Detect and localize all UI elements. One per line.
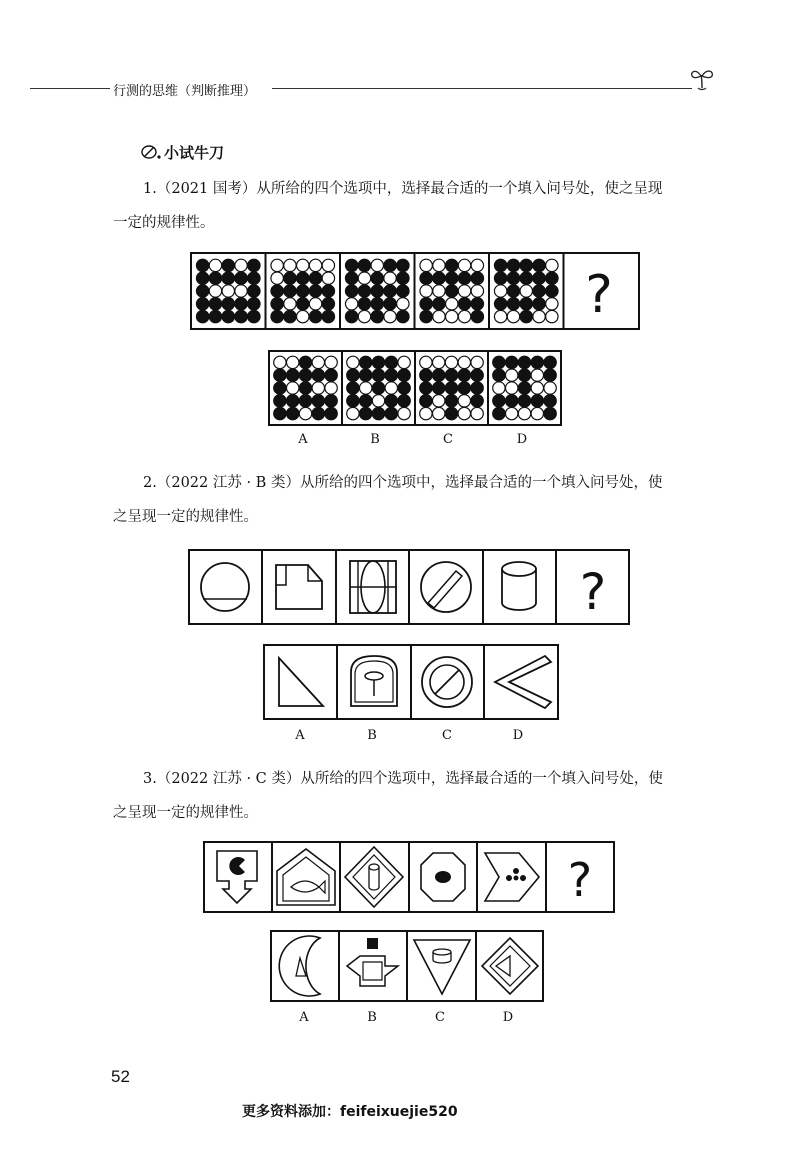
black-dot	[222, 272, 234, 284]
white-dot	[235, 285, 247, 297]
black-dot	[271, 285, 283, 297]
q2-stem-folded-square	[276, 565, 322, 609]
white-dot	[445, 356, 457, 368]
question-1-option-a-label: A	[298, 432, 308, 447]
black-dot	[322, 298, 334, 310]
question-1-number: 1.	[143, 181, 157, 197]
white-dot	[446, 310, 458, 322]
white-dot	[458, 285, 470, 297]
white-dot	[433, 356, 445, 368]
black-dot	[312, 407, 324, 419]
white-dot	[271, 259, 283, 271]
black-dot	[196, 272, 208, 284]
sprout-icon	[688, 66, 716, 92]
white-dot	[274, 356, 286, 368]
q3-option-d-diamond-triangle	[482, 938, 538, 994]
white-dot	[531, 369, 543, 381]
black-dot	[222, 310, 234, 322]
black-dot	[360, 356, 372, 368]
q3-stem-diamond-cylinder	[345, 847, 403, 907]
black-dot	[493, 395, 505, 407]
q2-option-a-triangle	[279, 658, 323, 706]
black-dot	[309, 310, 321, 322]
question-1-text: 从所给的四个选项中，选择最合适的一个填入问号处，使之呈现	[256, 181, 663, 197]
question-3-option-b-label: B	[367, 1010, 377, 1025]
white-dot	[458, 407, 470, 419]
black-dot	[420, 369, 432, 381]
question-3-option-c-label: C	[435, 1010, 445, 1025]
white-dot	[347, 356, 359, 368]
black-dot	[271, 298, 283, 310]
black-dot	[271, 310, 283, 322]
white-dot	[347, 407, 359, 419]
white-dot	[397, 298, 409, 310]
black-dot	[458, 369, 470, 381]
black-dot	[531, 395, 543, 407]
black-dot	[446, 272, 458, 284]
black-dot	[371, 272, 383, 284]
white-dot	[284, 259, 296, 271]
black-dot	[372, 382, 384, 394]
black-dot	[345, 310, 357, 322]
black-dot	[235, 272, 247, 284]
q3-option-b-double-arrow-square	[347, 938, 398, 986]
black-dot	[533, 285, 545, 297]
black-dot	[507, 259, 519, 271]
black-dot	[385, 369, 397, 381]
dot-grid-panel	[493, 356, 557, 420]
black-dot	[322, 310, 334, 322]
black-dot	[372, 356, 384, 368]
question-2-option-c-label: C	[442, 728, 452, 743]
white-dot	[297, 310, 309, 322]
black-dot	[371, 285, 383, 297]
question-1-stem-figure	[190, 252, 640, 330]
question-2-number: 2.	[143, 475, 157, 491]
black-dot	[312, 395, 324, 407]
dot-grid-panel	[271, 259, 335, 323]
white-dot	[433, 259, 445, 271]
black-dot	[507, 272, 519, 284]
black-dot	[384, 298, 396, 310]
black-dot	[287, 395, 299, 407]
white-dot	[420, 407, 432, 419]
black-dot	[222, 298, 234, 310]
black-dot	[196, 298, 208, 310]
white-dot	[531, 407, 543, 419]
black-dot	[471, 272, 483, 284]
white-dot	[209, 259, 221, 271]
black-dot	[297, 298, 309, 310]
white-dot	[531, 382, 543, 394]
black-dot	[347, 369, 359, 381]
white-dot	[398, 407, 410, 419]
white-dot	[309, 298, 321, 310]
black-dot	[471, 369, 483, 381]
black-dot	[458, 298, 470, 310]
black-dot	[384, 259, 396, 271]
black-dot	[222, 259, 234, 271]
black-dot	[248, 272, 260, 284]
dot-grid-panel	[494, 259, 558, 323]
black-dot	[325, 369, 337, 381]
black-dot	[299, 382, 311, 394]
black-dot	[284, 310, 296, 322]
white-dot	[506, 382, 518, 394]
white-dot	[493, 382, 505, 394]
black-dot	[471, 395, 483, 407]
black-dot	[531, 356, 543, 368]
black-dot	[235, 310, 247, 322]
black-dot	[345, 259, 357, 271]
black-dot	[494, 298, 506, 310]
black-dot	[248, 285, 260, 297]
black-dot	[398, 382, 410, 394]
black-dot	[385, 395, 397, 407]
black-dot	[471, 298, 483, 310]
black-dot	[248, 259, 260, 271]
question-1-option-b-label: B	[370, 432, 380, 447]
white-dot	[446, 298, 458, 310]
black-dot	[445, 382, 457, 394]
white-dot	[546, 298, 558, 310]
header-rule-right	[272, 88, 692, 89]
black-dot	[312, 369, 324, 381]
black-dot	[494, 259, 506, 271]
question-1-question-mark: ?	[585, 265, 613, 325]
black-dot	[372, 369, 384, 381]
black-dot	[433, 382, 445, 394]
black-dot	[518, 356, 530, 368]
q2-stem-circle-chord	[201, 563, 249, 611]
q2-option-d-chevron	[495, 656, 551, 708]
question-1-options-figure	[268, 350, 562, 426]
black-dot	[284, 272, 296, 284]
black-dot	[458, 272, 470, 284]
white-dot	[471, 356, 483, 368]
question-2-line-1	[143, 466, 662, 500]
black-dot	[458, 382, 470, 394]
white-dot	[322, 272, 334, 284]
black-dot	[347, 382, 359, 394]
black-dot	[493, 407, 505, 419]
white-dot	[433, 310, 445, 322]
header-rule-left	[30, 88, 110, 89]
black-dot	[196, 259, 208, 271]
black-dot	[420, 310, 432, 322]
white-dot	[284, 298, 296, 310]
black-dot	[433, 272, 445, 284]
page-number: 52	[111, 1067, 130, 1086]
black-dot	[397, 310, 409, 322]
black-dot	[358, 285, 370, 297]
white-dot	[297, 259, 309, 271]
white-dot	[420, 285, 432, 297]
white-dot	[494, 285, 506, 297]
black-dot	[248, 310, 260, 322]
black-dot	[358, 298, 370, 310]
white-dot	[546, 259, 558, 271]
white-dot	[312, 382, 324, 394]
white-dot	[433, 395, 445, 407]
question-3-number: 3.	[143, 771, 157, 787]
black-dot	[518, 395, 530, 407]
black-dot	[520, 298, 532, 310]
black-dot	[384, 285, 396, 297]
black-dot	[345, 285, 357, 297]
question-2-stem-figure	[188, 549, 630, 625]
q2-stem-rect-ellipse	[350, 561, 396, 613]
question-3-option-d-label: D	[502, 1010, 514, 1025]
black-dot	[533, 298, 545, 310]
black-dot	[446, 285, 458, 297]
black-dot	[235, 298, 247, 310]
black-dot	[299, 356, 311, 368]
q3-stem-octagon-dot	[421, 853, 465, 901]
black-dot	[420, 272, 432, 284]
question-3-line-1	[143, 762, 663, 796]
footer-prefix: 更多资料添加：	[242, 1104, 340, 1120]
black-dot	[347, 395, 359, 407]
black-dot	[471, 382, 483, 394]
footer-contact: feifeixuejie520	[340, 1104, 458, 1120]
q2-stem-circle-slash	[421, 562, 471, 612]
black-dot	[445, 369, 457, 381]
black-dot	[345, 272, 357, 284]
question-1-source: （2021 国考）	[156, 181, 257, 197]
dot-grid-panel	[420, 356, 484, 420]
white-dot	[222, 285, 234, 297]
question-3-options-figure	[270, 930, 544, 1002]
black-dot	[274, 382, 286, 394]
white-dot	[287, 382, 299, 394]
white-dot	[506, 407, 518, 419]
black-dot	[358, 259, 370, 271]
white-dot	[458, 356, 470, 368]
black-dot	[445, 395, 457, 407]
black-dot	[533, 259, 545, 271]
white-dot	[420, 356, 432, 368]
black-dot	[507, 285, 519, 297]
black-dot	[322, 285, 334, 297]
white-dot	[458, 395, 470, 407]
white-dot	[471, 285, 483, 297]
white-dot	[325, 382, 337, 394]
black-dot	[471, 310, 483, 322]
black-dot	[446, 259, 458, 271]
black-dot	[209, 272, 221, 284]
black-dot	[287, 369, 299, 381]
black-dot	[309, 272, 321, 284]
black-dot	[385, 407, 397, 419]
black-dot	[507, 298, 519, 310]
question-1-line-2: 一定的规律性。	[113, 215, 215, 231]
black-dot	[297, 272, 309, 284]
question-1-option-c-label: C	[443, 432, 453, 447]
black-dot	[284, 285, 296, 297]
black-dot	[546, 285, 558, 297]
q3-stem-arrow-pacman	[217, 851, 257, 903]
black-dot	[445, 407, 457, 419]
white-dot	[358, 310, 370, 322]
q2-option-b-arch-nail	[351, 656, 397, 706]
question-3-stem-figure	[203, 841, 615, 913]
white-dot	[520, 285, 532, 297]
question-2-option-b-label: B	[367, 728, 377, 743]
q3-stem-chevron-dots	[485, 853, 539, 901]
black-dot	[420, 395, 432, 407]
black-dot	[297, 285, 309, 297]
q2-option-c-prohibition	[422, 657, 472, 707]
white-dot	[235, 259, 247, 271]
black-dot	[209, 298, 221, 310]
black-dot	[196, 310, 208, 322]
black-dot	[274, 369, 286, 381]
question-1-option-d-label: D	[516, 432, 528, 447]
black-dot	[325, 407, 337, 419]
footer-note	[242, 1101, 458, 1121]
black-dot	[544, 395, 556, 407]
black-dot	[544, 369, 556, 381]
white-dot	[420, 259, 432, 271]
white-dot	[312, 356, 324, 368]
white-dot	[358, 272, 370, 284]
white-dot	[458, 259, 470, 271]
white-dot	[372, 395, 384, 407]
black-dot	[299, 395, 311, 407]
white-dot	[360, 382, 372, 394]
white-dot	[299, 407, 311, 419]
white-dot	[506, 369, 518, 381]
black-dot	[433, 298, 445, 310]
black-dot	[433, 369, 445, 381]
dot-grid-panel	[345, 259, 409, 323]
black-dot	[544, 356, 556, 368]
black-dot	[494, 272, 506, 284]
q3-option-a-crescent-triangle	[279, 936, 320, 996]
black-dot	[371, 298, 383, 310]
white-dot	[385, 382, 397, 394]
black-dot	[372, 407, 384, 419]
white-dot	[345, 298, 357, 310]
question-2-options-figure	[263, 644, 559, 720]
dot-grid-panel	[420, 259, 484, 323]
dot-grid-panel	[347, 356, 411, 420]
white-dot	[325, 356, 337, 368]
black-dot	[209, 310, 221, 322]
black-dot	[397, 285, 409, 297]
white-dot	[494, 310, 506, 322]
white-dot	[384, 272, 396, 284]
question-3-question-mark: ?	[567, 853, 593, 907]
question-3-option-a-label: A	[299, 1010, 309, 1025]
q2-stem-cylinder	[502, 562, 536, 610]
black-dot	[287, 407, 299, 419]
black-dot	[398, 395, 410, 407]
question-1-line-1	[143, 172, 662, 206]
question-2-text: 从所给的四个选项中，选择最合适的一个填入问号处，使	[299, 475, 663, 491]
black-dot	[546, 272, 558, 284]
white-dot	[433, 285, 445, 297]
black-dot	[493, 356, 505, 368]
black-dot	[248, 298, 260, 310]
white-dot	[533, 310, 545, 322]
black-dot	[520, 272, 532, 284]
black-dot	[518, 369, 530, 381]
question-2-source: （2022 江苏 · B 类）	[156, 475, 300, 491]
q3-stem-house-fish	[277, 849, 335, 905]
white-dot	[309, 259, 321, 271]
question-2-option-d-label: D	[512, 728, 524, 743]
white-dot	[371, 259, 383, 271]
black-dot	[397, 272, 409, 284]
white-dot	[384, 310, 396, 322]
black-dot	[397, 259, 409, 271]
white-dot	[433, 407, 445, 419]
dot-grid-panel	[196, 259, 260, 323]
question-3-line-2: 之呈现一定的规律性。	[113, 805, 258, 821]
black-dot	[506, 395, 518, 407]
black-dot	[371, 310, 383, 322]
black-dot	[360, 407, 372, 419]
white-dot	[471, 259, 483, 271]
white-dot	[271, 272, 283, 284]
black-dot	[544, 407, 556, 419]
dot-grid-panel	[274, 356, 338, 420]
white-dot	[398, 356, 410, 368]
white-dot	[507, 310, 519, 322]
black-dot	[533, 272, 545, 284]
black-dot	[274, 407, 286, 419]
section-title: 小试牛刀	[164, 144, 225, 162]
black-dot	[360, 369, 372, 381]
white-dot	[322, 259, 334, 271]
question-2-line-2: 之呈现一定的规律性。	[113, 509, 258, 525]
white-dot	[287, 356, 299, 368]
question-2-option-a-label: A	[295, 728, 305, 743]
slashed-circle-icon	[140, 143, 162, 161]
black-dot	[506, 356, 518, 368]
white-dot	[546, 310, 558, 322]
black-dot	[196, 285, 208, 297]
black-dot	[325, 395, 337, 407]
white-dot	[209, 285, 221, 297]
white-dot	[544, 382, 556, 394]
black-dot	[493, 369, 505, 381]
black-dot	[385, 356, 397, 368]
question-3-source: （2022 江苏 · C 类）	[156, 771, 301, 787]
q3-option-c-triangle-cylinder	[414, 940, 470, 994]
black-dot	[520, 310, 532, 322]
black-dot	[274, 395, 286, 407]
black-dot	[398, 369, 410, 381]
header-title: 行测的思维（判断推理）	[113, 84, 257, 99]
black-dot	[299, 369, 311, 381]
question-2-question-mark: ?	[579, 563, 607, 621]
question-3-text: 从所给的四个选项中，选择最合适的一个填入问号处，使	[300, 771, 663, 787]
black-dot	[360, 395, 372, 407]
black-dot	[520, 259, 532, 271]
white-dot	[458, 310, 470, 322]
black-dot	[309, 285, 321, 297]
black-dot	[420, 298, 432, 310]
black-dot	[420, 382, 432, 394]
white-dot	[518, 407, 530, 419]
white-dot	[471, 407, 483, 419]
black-dot	[518, 382, 530, 394]
